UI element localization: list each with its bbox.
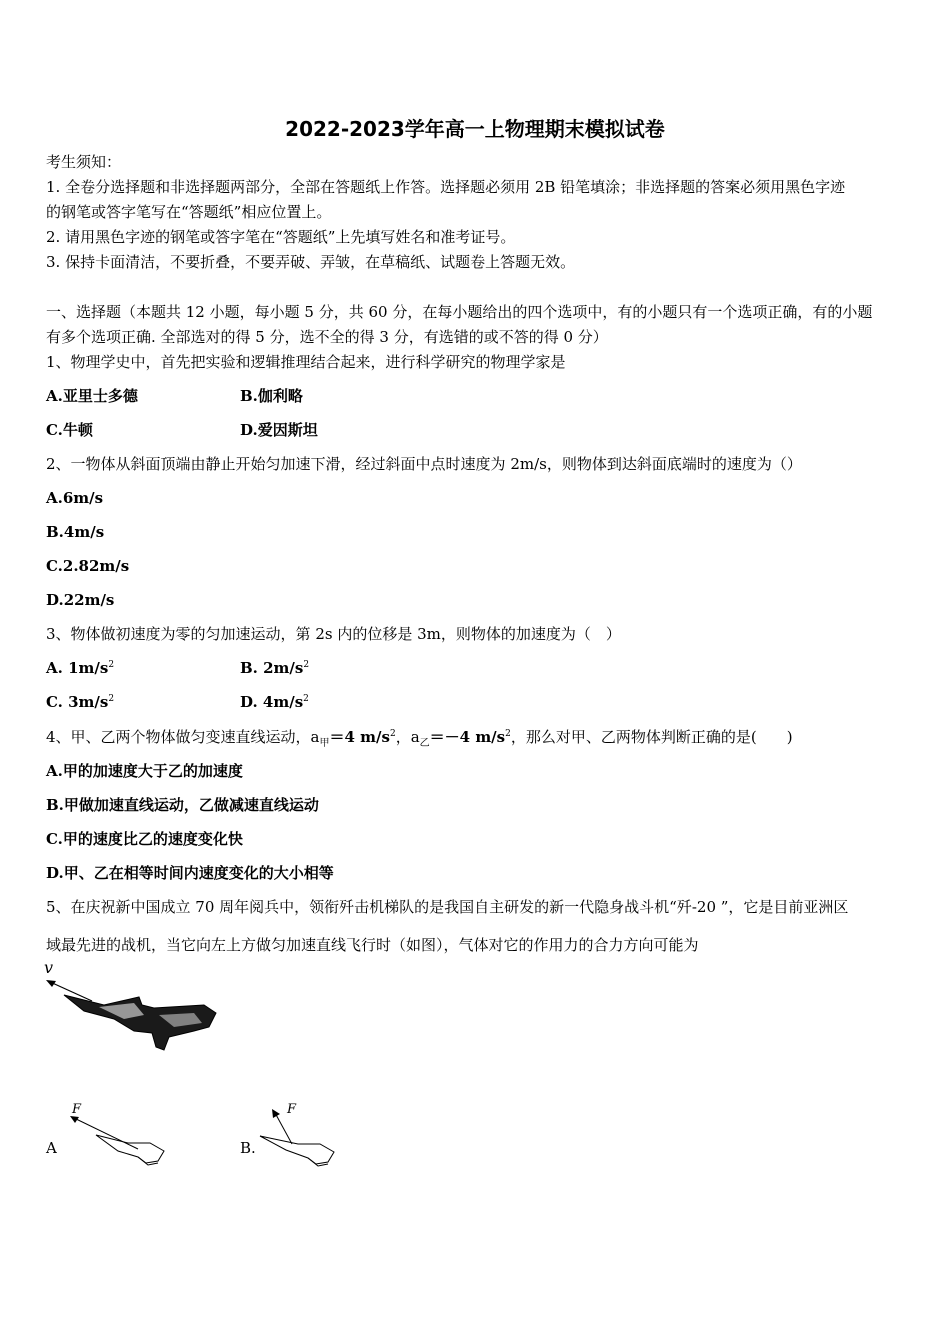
subscript: 甲 (319, 738, 330, 749)
q4-option-a: A.甲的加速度大于乙的加速度 (46, 762, 243, 780)
q4-stem-part: ，那么对甲、乙两物体判断正确的是( ) (510, 728, 793, 746)
q2-option-d: D.22m/s (46, 591, 115, 609)
q1-option-c: C.牛顿 (46, 421, 93, 439)
q4-option-d: D.甲、乙在相等时间内速度变化的大小相等 (46, 864, 334, 882)
page-title: 2022-2023学年高一上物理期末模拟试卷 (285, 117, 665, 141)
superscript: 2 (108, 660, 115, 670)
q2-option-b: B.4m/s (46, 523, 105, 541)
superscript: 2 (389, 729, 396, 739)
question-4-stem (46, 727, 793, 754)
notice-item: 的钢笔或答字笔写在“答题纸”相应位置上。 (46, 203, 332, 221)
q1-option-a: A.亚里士多德 (46, 387, 138, 405)
q4-stem-part: ＝－4 m/s (429, 728, 506, 746)
jet-outline (96, 1135, 164, 1163)
section-heading: 有多个选项正确. 全部选对的得 5 分，选不全的得 3 分，有选错的或不答的得 0 分） (46, 328, 608, 346)
force-arrow-line (72, 1117, 138, 1149)
q3-option-c-text: C. 3m/s (46, 693, 109, 711)
q4-option-b: B.甲做加速直线运动，乙做减速直线运动 (46, 796, 319, 814)
question-5-stem: 域最先进的战机，当它向左上方做匀加速直线飞行时（如图），气体对它的作用力的合力方向可能为 (46, 936, 699, 954)
subscript: 乙 (419, 738, 430, 749)
q3-option-c (46, 692, 114, 712)
q4-stem-part: ，a (395, 728, 420, 746)
jet-outline (260, 1136, 334, 1164)
jet-figure (44, 975, 224, 1075)
option-a-figure (68, 1113, 178, 1173)
question-1-stem: 1、物理学史中，首先把实验和逻辑推理结合起来，进行科学研究的物理学家是 (46, 353, 566, 371)
q3-option-a-text: A. 1m/s (46, 659, 109, 677)
superscript: 2 (303, 660, 310, 670)
q4-option-c: C.甲的速度比乙的速度变化快 (46, 830, 243, 848)
force-label: F (287, 1102, 297, 1117)
force-label: F (72, 1102, 82, 1117)
q4-stem-part: ＝4 m/s (329, 728, 390, 746)
q5-option-b-label: B. (240, 1139, 256, 1157)
q4-stem-part: 4、甲、乙两个物体做匀变速直线运动，a (46, 728, 320, 746)
superscript: 2 (505, 729, 511, 739)
superscript: 2 (108, 694, 115, 704)
q3-option-d-text: D. 4m/s (240, 693, 304, 711)
q1-option-d: D.爱因斯坦 (240, 421, 318, 439)
q3-option-b-text: B. 2m/s (240, 659, 304, 677)
q5-option-a-label: A (46, 1139, 57, 1157)
notice-item: 2. 请用黑色字迹的钢笔或答字笔在“答题纸”上先填写姓名和准考证号。 (46, 228, 516, 246)
question-5-stem: 5、在庆祝新中国成立 70 周年阅兵中，领衔歼击机梯队的是我国自主研发的新一代隐身战斗机“歼-20 ”，它是目前亚洲区 (46, 898, 849, 916)
notice-heading: 考生须知： (46, 153, 122, 171)
notice-item: 1. 全卷分选择题和非选择题两部分，全部在答题纸上作答。选择题必须用 2B 铅笔填涂；非选择题的答案必须用黑色字迹 (46, 178, 846, 196)
q3-option-d (240, 692, 309, 712)
q3-option-a (46, 658, 114, 678)
velocity-label: v (44, 958, 54, 977)
question-2-stem: 2、一物体从斜面顶端由静止开始匀加速下滑，经过斜面中点时速度为 2m/s，则物体到达斜面底端时的速度为（） (46, 455, 802, 473)
superscript: 2 (303, 694, 309, 704)
q2-option-a: A.6m/s (46, 489, 104, 507)
q1-option-b: B.伽利略 (240, 387, 303, 405)
section-heading: 一、选择题（本题共 12 小题，每小题 5 分，共 60 分，在每小题给出的四个选项中，有的小题只有一个选项正确，有的小题 (46, 303, 873, 321)
option-b-figure (258, 1108, 368, 1168)
force-arrowhead (272, 1109, 280, 1118)
notice-item: 3. 保持卡面清洁，不要折叠，不要弄破、弄皱，在草稿纸、试题卷上答题无效。 (46, 253, 576, 271)
q3-option-b (240, 658, 309, 678)
question-3-stem: 3、物体做初速度为零的匀加速运动，第 2s 内的位移是 3m，则物体的加速度为（ ） (46, 625, 621, 643)
q2-option-c: C.2.82m/s (46, 557, 130, 575)
